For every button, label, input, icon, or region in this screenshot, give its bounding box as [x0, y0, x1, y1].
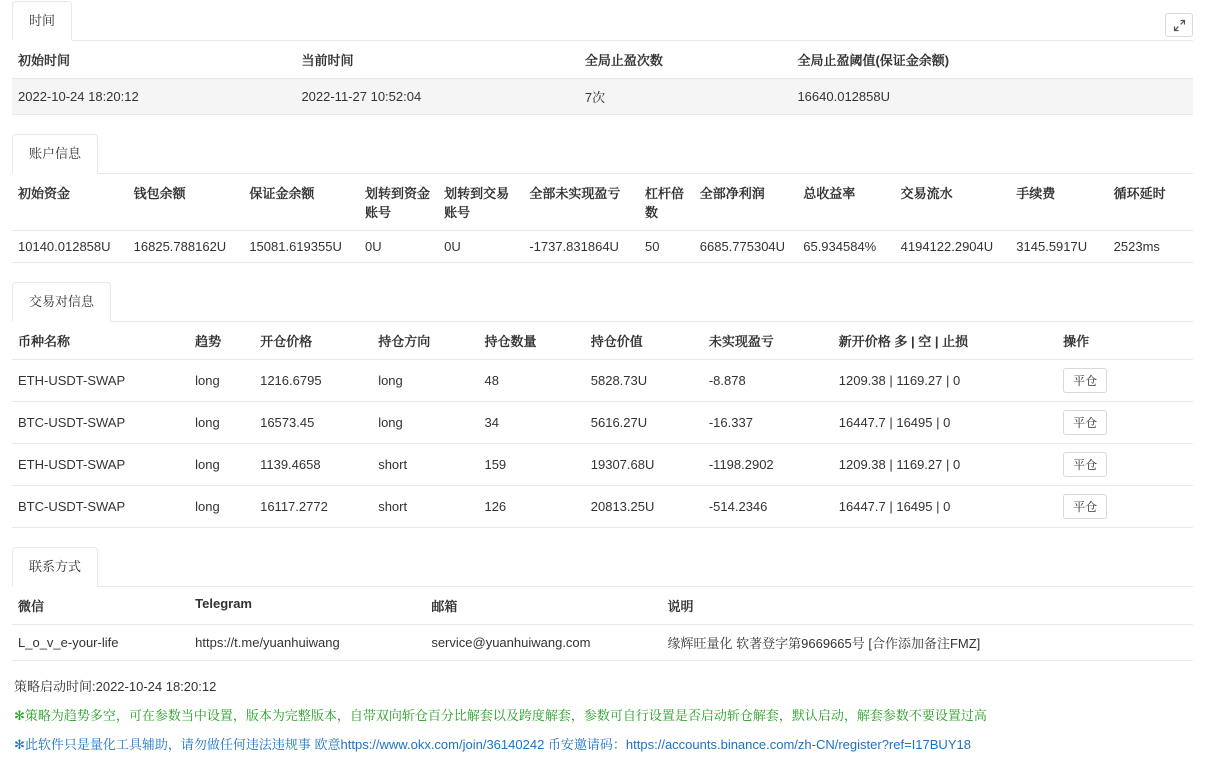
cell-pnl: -8.878	[703, 360, 833, 402]
cell-trend: long	[189, 444, 254, 486]
contact-table	[12, 587, 1193, 661]
binance-label: 币安邀请码：	[544, 737, 626, 752]
table-header-row	[12, 174, 1193, 231]
cell-amount: 126	[478, 486, 584, 528]
cell-value: 5828.73U	[585, 360, 703, 402]
strategy-description-note: ✻策略为趋势多空，可在参数当中设置，版本为完整版本，自带双向斩仓百分比解套以及跨度解套，参数可自行设置是否启动斩仓解套，默认启动，解套参数不要设置过高	[14, 708, 987, 723]
col-operation: 操作	[1057, 322, 1193, 360]
table-header-row	[12, 41, 1193, 79]
col-position-value: 持仓价值	[585, 322, 703, 360]
disclaimer-text: ✻此软件只是量化工具辅助，请勿做任何违法违规事 欧意	[14, 737, 341, 752]
cell-wechat: L_o_v_e-your-life	[12, 625, 189, 661]
account-tabbar	[12, 133, 1193, 174]
col-position-direction: 持仓方向	[372, 322, 478, 360]
cell-turnover: 4194122.2904U	[895, 231, 1011, 263]
col-global-tp-count: 全局止盈次数	[579, 41, 792, 79]
col-telegram: Telegram	[189, 587, 425, 625]
table-row	[12, 486, 1193, 528]
cell-transfer-to-trading: 0U	[438, 231, 523, 263]
tab-account-info[interactable]: 账户信息	[12, 134, 98, 174]
cell-value: 5616.27U	[585, 402, 703, 444]
cell-loop-latency: 2523ms	[1108, 231, 1193, 263]
cell-pnl: -16.337	[703, 402, 833, 444]
cell-pnl: -1198.2902	[703, 444, 833, 486]
col-net-profit: 全部净利润	[694, 174, 797, 231]
cell-global-tp-count: 7次	[579, 79, 792, 115]
col-trend: 趋势	[189, 322, 254, 360]
table-header-row	[12, 322, 1193, 360]
cell-new-price: 16447.7 | 16495 | 0	[833, 402, 1057, 444]
table-row	[12, 360, 1193, 402]
col-leverage: 杠杆倍数	[639, 174, 694, 231]
col-position-amount: 持仓数量	[478, 322, 584, 360]
table-row	[12, 625, 1193, 661]
cell-value: 19307.68U	[585, 444, 703, 486]
cell-leverage: 50	[639, 231, 694, 263]
time-table	[12, 41, 1193, 115]
tab-time[interactable]: 时间	[12, 1, 72, 41]
cell-operation	[1057, 402, 1193, 444]
cell-initial-capital: 10140.012858U	[12, 231, 128, 263]
pairs-table	[12, 322, 1193, 528]
cell-new-price: 1209.38 | 1169.27 | 0	[833, 444, 1057, 486]
table-header-row	[12, 587, 1193, 625]
cell-direction: long	[372, 360, 478, 402]
strategy-start-time: 策略启动时间:2022-10-24 18:20:12	[14, 679, 217, 694]
cell-operation	[1057, 486, 1193, 528]
cell-amount: 48	[478, 360, 584, 402]
cell-open-price: 1139.4658	[254, 444, 372, 486]
okx-invite-link[interactable]: https://www.okx.com/join/36140242	[340, 737, 545, 752]
cell-margin-balance: 15081.619355U	[243, 231, 359, 263]
col-new-open-price: 新开价格 多 | 空 | 止损	[833, 322, 1057, 360]
cell-operation	[1057, 360, 1193, 402]
binance-invite-link[interactable]: https://accounts.binance.com/zh-CN/register?ref=I17BUY18	[625, 737, 971, 752]
cell-net-profit: 6685.775304U	[694, 231, 797, 263]
cell-symbol: BTC-USDT-SWAP	[12, 486, 189, 528]
col-current-time: 当前时间	[295, 41, 578, 79]
cell-description: 缘辉旺量化 软著登字第9669665号 [合作添加备注FMZ]	[662, 625, 1193, 661]
cell-direction: short	[372, 486, 478, 528]
footer-notes	[12, 671, 1193, 758]
cell-symbol: BTC-USDT-SWAP	[12, 402, 189, 444]
close-position-button[interactable]: 平仓	[1063, 452, 1107, 477]
cell-global-tp-threshold: 16640.012858U	[791, 79, 1193, 115]
pairs-section	[12, 281, 1193, 528]
col-description: 说明	[662, 587, 1193, 625]
time-tabbar	[12, 0, 1193, 41]
cell-open-price: 16117.2772	[254, 486, 372, 528]
col-transfer-to-funding: 划转到资金账号	[359, 174, 438, 231]
col-margin-balance: 保证金余额	[243, 174, 359, 231]
col-total-return: 总收益率	[797, 174, 894, 231]
cell-new-price: 1209.38 | 1169.27 | 0	[833, 360, 1057, 402]
col-initial-capital: 初始资金	[12, 174, 128, 231]
cell-current-time: 2022-11-27 10:52:04	[295, 79, 578, 115]
cell-transfer-to-funding: 0U	[359, 231, 438, 263]
col-open-price: 开仓价格	[254, 322, 372, 360]
col-wallet-balance: 钱包余额	[128, 174, 244, 231]
col-unrealized-pnl: 未实现盈亏	[703, 322, 833, 360]
tab-contact[interactable]: 联系方式	[12, 547, 98, 587]
col-symbol: 币种名称	[12, 322, 189, 360]
table-row	[12, 231, 1193, 263]
cell-trend: long	[189, 402, 254, 444]
cell-open-price: 16573.45	[254, 402, 372, 444]
cell-amount: 159	[478, 444, 584, 486]
col-turnover: 交易流水	[895, 174, 1011, 231]
contact-tabbar	[12, 546, 1193, 587]
account-table	[12, 174, 1193, 263]
cell-telegram[interactable]: https://t.me/yuanhuiwang	[189, 625, 425, 661]
col-wechat: 微信	[12, 587, 189, 625]
col-email: 邮箱	[425, 587, 661, 625]
cell-unrealized-pnl: -1737.831864U	[523, 231, 639, 263]
cell-pnl: -514.2346	[703, 486, 833, 528]
col-unrealized-pnl: 全部未实现盈亏	[523, 174, 639, 231]
table-row	[12, 79, 1193, 115]
cell-wallet-balance: 16825.788162U	[128, 231, 244, 263]
col-initial-time: 初始时间	[12, 41, 295, 79]
cell-value: 20813.25U	[585, 486, 703, 528]
pairs-tabbar	[12, 281, 1193, 322]
cell-operation	[1057, 444, 1193, 486]
cell-new-price: 16447.7 | 16495 | 0	[833, 486, 1057, 528]
close-position-button[interactable]: 平仓	[1063, 494, 1107, 519]
cell-amount: 34	[478, 402, 584, 444]
table-row	[12, 444, 1193, 486]
close-position-button[interactable]: 平仓	[1063, 410, 1107, 435]
cell-email[interactable]: service@yuanhuiwang.com	[425, 625, 661, 661]
cell-direction: short	[372, 444, 478, 486]
close-position-button[interactable]: 平仓	[1063, 368, 1107, 393]
tab-pair-info[interactable]: 交易对信息	[12, 282, 111, 322]
cell-total-return: 65.934584%	[797, 231, 894, 263]
col-fees: 手续费	[1010, 174, 1107, 231]
cell-trend: long	[189, 486, 254, 528]
col-global-tp-threshold: 全局止盈阈值(保证金余额)	[791, 41, 1193, 79]
contact-section	[12, 546, 1193, 661]
cell-trend: long	[189, 360, 254, 402]
table-row	[12, 402, 1193, 444]
cell-symbol: ETH-USDT-SWAP	[12, 360, 189, 402]
account-section	[12, 133, 1193, 263]
cell-fees: 3145.5917U	[1010, 231, 1107, 263]
col-transfer-to-trading: 划转到交易账号	[438, 174, 523, 231]
cell-direction: long	[372, 402, 478, 444]
cell-open-price: 1216.6795	[254, 360, 372, 402]
cell-symbol: ETH-USDT-SWAP	[12, 444, 189, 486]
time-section	[12, 0, 1193, 115]
cell-initial-time: 2022-10-24 18:20:12	[12, 79, 295, 115]
col-loop-latency: 循环延时	[1108, 174, 1193, 231]
